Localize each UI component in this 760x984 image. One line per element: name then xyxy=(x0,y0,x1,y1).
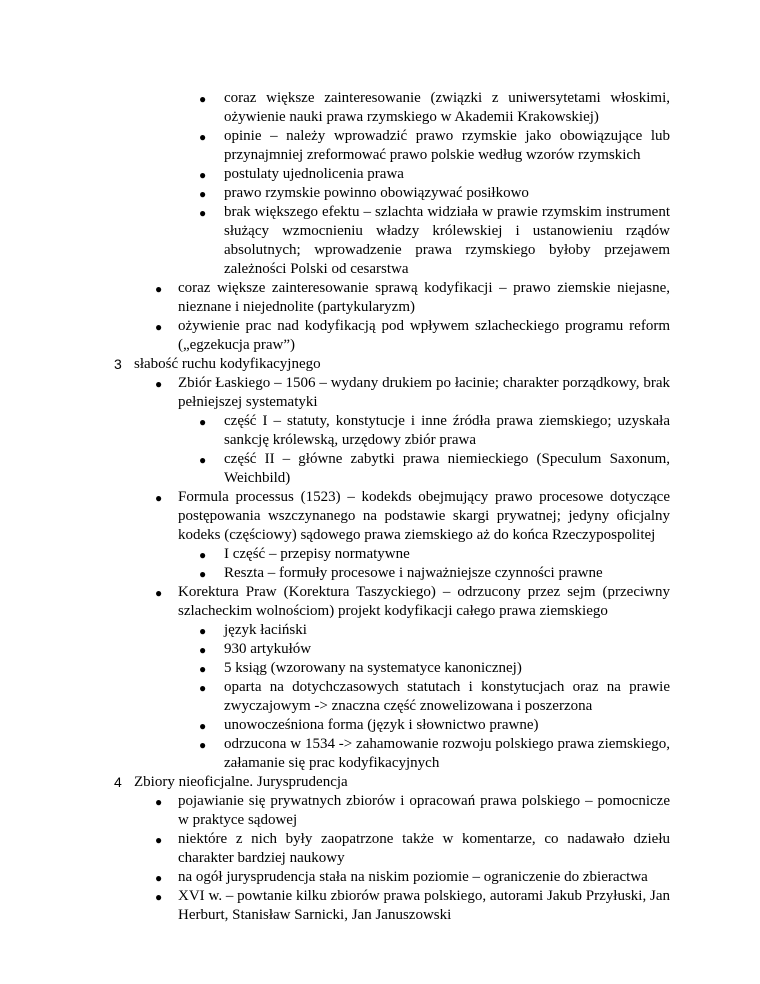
list-item-text: służący wzmocnieniu władzy królewskiej i ustanowieniu rządów xyxy=(224,223,670,239)
bullet-marker: ● xyxy=(155,890,163,904)
bullet-marker: ● xyxy=(155,833,163,847)
list-item-text: coraz większe zainteresowanie sprawą kodyfikacji – prawo ziemskie niejasne, xyxy=(178,280,670,296)
list-item-text: niektóre z nich były zaopatrzone także w komentarze, co nadawało dziełu xyxy=(178,831,670,847)
list-item-text: zależności Polski od cesarstwa xyxy=(224,261,409,277)
bullet-marker: ● xyxy=(155,586,163,600)
bullet-marker: ● xyxy=(199,719,207,733)
bullet-marker: ● xyxy=(155,871,163,885)
bullet-marker: ● xyxy=(199,187,207,201)
list-item-text: 5 ksiąg (wzorowany na systematyce kanonicznej) xyxy=(224,660,522,676)
bullet-marker: ● xyxy=(199,738,207,752)
list-item-text: kodeks (częściowy) sądowego prawa ziemskiego aż do końca Rzeczypospolitej xyxy=(178,527,656,543)
list-item-text: unowocześniona forma (język i słownictwo prawne) xyxy=(224,717,539,733)
list-item-text: sankcję królewską, urzędowy zbiór prawa xyxy=(224,432,476,448)
list-item-text: na ogół jurysprudencja stała na niskim poziomie – ograniczenie do zbieractwa xyxy=(178,869,648,885)
list-item-text: 930 artykułów xyxy=(224,641,312,657)
bullet-marker: ● xyxy=(155,377,163,391)
list-item-text: brak większego efektu – szlachta widziała w prawie rzymskim instrument xyxy=(224,204,670,220)
list-item-text: przynajmniej zreformować prawo polskie według wzorów rzymskich xyxy=(224,147,641,163)
section-number: 3 xyxy=(114,356,122,372)
list-item-text: I część – przepisy normatywne xyxy=(224,546,410,562)
bullet-marker: ● xyxy=(199,548,207,562)
list-item-text: pojawianie się prywatnych zbiorów i opracowań prawa polskiego – pomocnicze xyxy=(178,793,670,809)
bullet-marker: ● xyxy=(199,681,207,695)
bullet-marker: ● xyxy=(199,130,207,144)
bullet-marker: ● xyxy=(155,320,163,334)
list-item-text: część I – statuty, konstytucje i inne źródła prawa ziemskiego; uzyskała xyxy=(224,413,670,429)
list-item-text: („egzekucja praw”) xyxy=(178,337,295,353)
section-number: 4 xyxy=(114,774,122,790)
bullet-marker: ● xyxy=(199,92,207,106)
list-item-text: Weichbild) xyxy=(224,470,291,486)
list-item-text: Zbiór Łaskiego – 1506 – wydany drukiem po łacinie; charakter porządkowy, brak xyxy=(178,375,670,391)
list-item-text: w praktyce sądowej xyxy=(178,812,298,828)
list-item-text: odrzucona w 1534 -> zahamowanie rozwoju polskiego prawa ziemskiego, xyxy=(224,736,670,752)
bullet-marker: ● xyxy=(199,415,207,429)
list-item-text: ożywienie nauki prawa rzymskiego w Akademii Krakowskiej) xyxy=(224,109,599,125)
bullet-marker: ● xyxy=(199,643,207,657)
list-item-text: postulaty ujednolicenia prawa xyxy=(224,166,404,182)
list-item-text: pełniejszej systematyki xyxy=(178,394,318,410)
list-item-text: oparta na dotychczasowych statutach i konstytucjach oraz na prawie xyxy=(224,679,670,695)
bullet-marker: ● xyxy=(155,282,163,296)
bullet-marker: ● xyxy=(199,624,207,638)
list-item-text: XVI w. – powtanie kilku zbiorów prawa polskiego, autorami Jakub Przyłuski, Jan xyxy=(178,888,670,904)
bullet-marker: ● xyxy=(199,453,207,467)
list-item-text: prawo rzymskie powinno obowiązywać posiłkowo xyxy=(224,185,529,201)
list-item-text: nieznane i niejednolite (partykularyzm) xyxy=(178,299,415,315)
bullet-marker: ● xyxy=(199,206,207,220)
bullet-marker: ● xyxy=(155,491,163,505)
list-item-text: Herburt, Stanisław Sarnicki, Jan Januszowski xyxy=(178,907,452,923)
section-title: Zbiory nieoficjalne. Jurysprudencja xyxy=(134,774,348,790)
list-item-text: coraz większe zainteresowanie (związki z uniwersytetami włoskimi, xyxy=(224,90,670,106)
list-item-text: Reszta – formuły procesowe i najważniejsze czynności prawne xyxy=(224,565,603,581)
list-item-text: opinie – należy wprowadzić prawo rzymskie jako obowiązujące lub xyxy=(224,128,670,144)
bullet-marker: ● xyxy=(199,567,207,581)
list-item-text: absolutnych; wprowadzenie prawa rzymskiego byłoby przejawem xyxy=(224,242,670,258)
list-item-text: zwyczajowym -> znaczna część znowelizowana i poszerzona xyxy=(224,698,593,714)
list-item-text: szlacheckim wolnościom) projekt kodyfikacji całego prawa ziemskiego xyxy=(178,603,608,619)
list-item-text: część II – główne zabytki prawa niemieckiego (Speculum Saxonum, xyxy=(224,451,670,467)
bullet-marker: ● xyxy=(199,662,207,676)
list-item-text: ożywienie prac nad kodyfikacją pod wpływem szlacheckiego programu reform xyxy=(178,318,670,334)
list-item-text: charakter bardziej naukowy xyxy=(178,850,345,866)
list-item-text: Korektura Praw (Korektura Taszyckiego) – odrzucony przez sejm (przeciwny xyxy=(178,584,670,600)
section-title: słabość ruchu kodyfikacyjnego xyxy=(134,356,321,372)
bullet-marker: ● xyxy=(155,795,163,809)
list-item-text: Formula processus (1523) – kodekds obejmujący prawo procesowe dotyczące xyxy=(178,489,670,505)
bullet-marker: ● xyxy=(199,168,207,182)
list-item-text: język łaciński xyxy=(224,622,307,638)
list-item-text: załamanie się prac kodyfikacyjnych xyxy=(224,755,440,771)
list-item-text: postępowania wszczynanego na podstawie skargi prywatnej; jedyny oficjalny xyxy=(178,508,670,524)
